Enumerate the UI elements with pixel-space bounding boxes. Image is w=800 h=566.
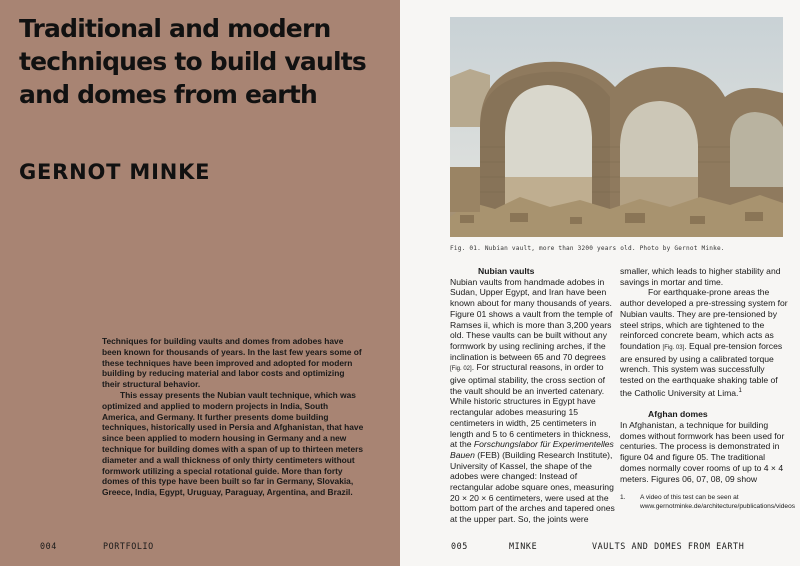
earthquake-paragraph [620,287,788,398]
right-running-title: VAULTS AND DOMES FROM EARTH [592,541,745,551]
earthquake-text-b: . Equal pre-tension forces are ensured by using a calibrated torque wrench. This system was successfully tested on the earthquake shaking table of the Catholic University at Lima. [620,340,783,398]
footnote-marker: 1 [738,387,742,394]
footnote-number: 1. [620,494,626,502]
figure-reference: [Fig. 02] [450,366,472,373]
abstract [102,336,364,498]
text-column-2 [620,266,796,511]
earthquake-text-a: For earthquake-prone areas the author developed a pre-stressing system for Nubian vaults. They are pre-tensioned by steel strips, which are tightened to the reinforced concrete beam, which acts as foundation [620,287,788,351]
text-column-1 [450,266,615,525]
abstract-paragraph-2: This essay presents the Nubian vault technique, which was optimized and applied to modern projects in India, South America, and Germany. It further presents dome building techniques, historically used in Persia and Afghanistan, that have since been applied to modern housing in Germany and a new technique for building domes with a span of up to thirteen meters diameter and a wall thickness of only thirty centimeters without formwork utilizing a special rotational guide. More than forty domes of this type have been built so far in Germany, Slovakia, Greece, India, Egypt, Uruguay, Paraguay, Argentina, and Brazil. [102,389,364,498]
heading-afghan-domes: Afghan domes [648,409,708,420]
footnote-text: A video of this test can be seen at www.gernotminke.de/architecture/publications/videos [640,494,796,510]
nubian-text-b: . For structural reasons, in order to give optimal stability, the cross section of the vault should be an inverted catenary. While historic structures in Egypt have rectangular adobes measuring 15 centimeters in width, 25 centimeters in length and 5 to 6 centimeters in thickness, at the [450,362,611,450]
nubian-vault-photo [450,17,783,237]
nubian-paragraph [450,277,615,525]
author-name: GERNOT MINKE [19,160,211,184]
nubian-text-a: Nubian vaults from handmade adobes in Sudan, Upper Egypt, and Iran have been known about for many thousands of years. Figure 01 shows a vault from the temple of Ramses ii, which is more than 3,200 years old. These vaults can be built without any formwork by using reclining arches, if the inclination is between 65 and 70 degrees [450,276,613,362]
figure-reference: [Fig. 03] [662,344,685,351]
nubian-continuation: smaller, which leads to higher stability and savings in mortar and time. [620,266,781,287]
right-running-author: MINKE [509,541,538,551]
figure-caption: Fig. 01. Nubian vault, more than 3200 years old. Photo by Gernot Minke. [450,245,725,252]
abstract-paragraph-1: Techniques for building vaults and domes from adobes have been known for thousands of years. In the last few years some of these techniques have been improved and adopted for modern building by reducing material and labor costs and optimizing their structural behavior. [102,336,362,390]
left-running-section: PORTFOLIO [103,541,154,551]
nubian-text-c: (FEB) (Building Research Institute), University of Kassel, the shape of the adobes were changed: Instead of rectangular adobe square ones, measuring 20 × 20 × 6 centimeters, were used at the bottom part of the arches and tapered ones at the upper part. So, the joints were [450,449,615,525]
heading-nubian-vaults: Nubian vaults [478,266,535,276]
afghan-paragraph: In Afghanistan, a technique for building domes without formwork has been used for centuries. The process is demonstrated in figure 04 and figure 05. The traditional domes normally cover rooms of up to 4 × 4 meters. Figures 06, 07, 08, 09 show [620,420,785,484]
article-title: Traditional and modern techniques to build vaults and domes from earth [19,14,366,109]
footnote [620,494,796,511]
institute-name: Forschungslabor für Experimentelles Bauen [450,439,614,460]
left-page-number: 004 [40,541,57,551]
right-page-number: 005 [451,541,468,551]
